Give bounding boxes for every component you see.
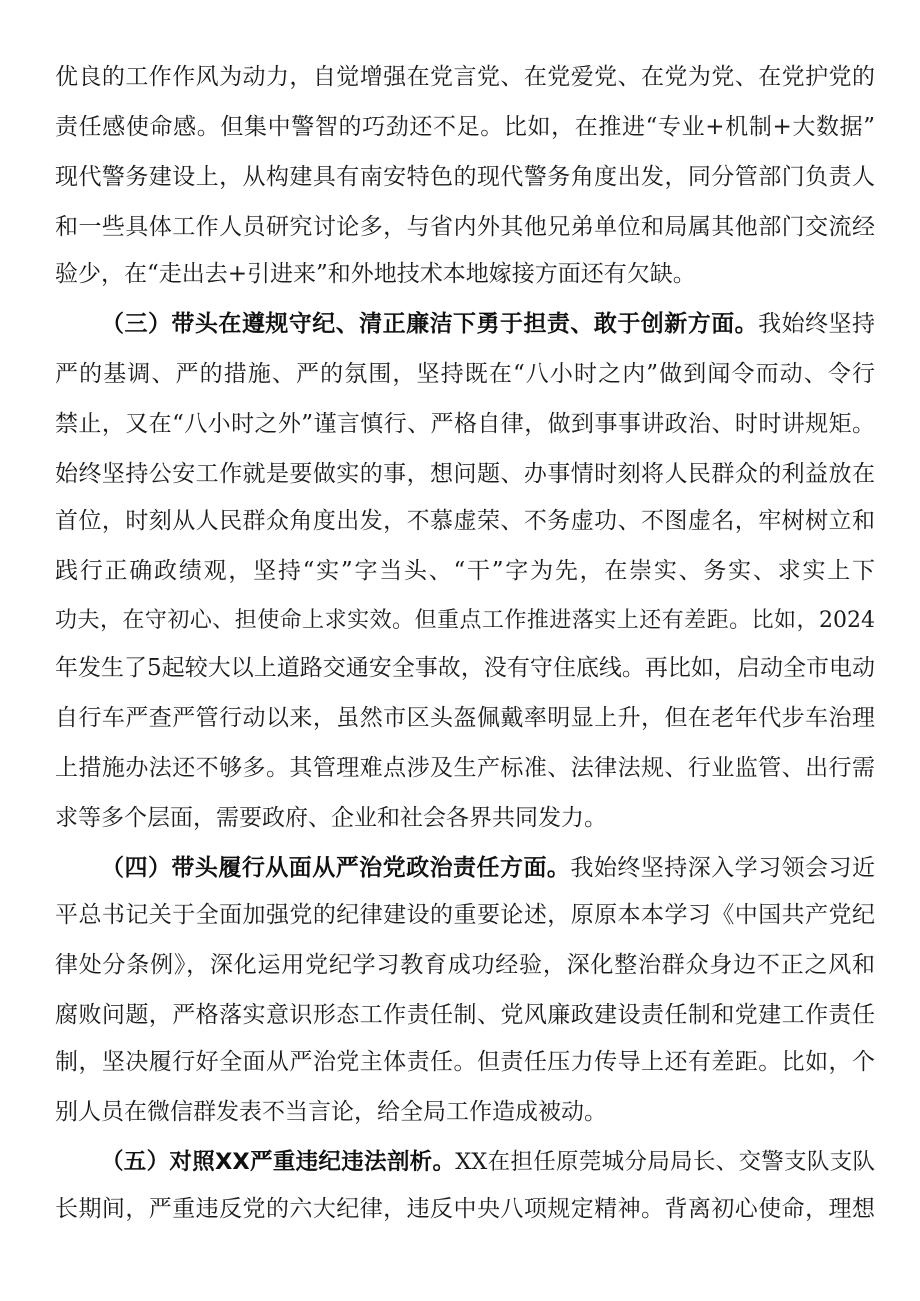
line-text: XX在担任原莞城分局局长、交警支队支队 [455, 1149, 875, 1175]
section-heading-5: （五）对照XX严重违纪违法剖析。 [101, 1149, 456, 1175]
line-text: 我始终坚持深入学习领会习近 [570, 855, 875, 881]
body-line [55, 895, 875, 935]
line-text: 首位，时刻从人民群众角度出发，不慕虚荣、不务虚功、不图虚名，牢树树立和 [55, 508, 875, 534]
body-line [55, 1092, 875, 1132]
body-line [55, 107, 875, 147]
body-line [55, 601, 875, 641]
section-heading-3: （三）带头在遵规守纪、清正廉洁下勇于担责、敢于创新方面。 [101, 311, 759, 337]
body-line [55, 354, 875, 394]
section-heading-line [101, 304, 875, 344]
line-text: 上措施办法还不够多。其管理难点涉及生产标准、法律法规、行业监管、出行需 [55, 755, 875, 781]
line-text: 自行车严查严管行动以来，虽然市区头盔佩戴率明显上升，但在老年代步车治理 [55, 705, 875, 731]
body-line [55, 798, 875, 838]
line-text: 我始终坚持 [758, 311, 875, 337]
body-line [55, 995, 875, 1035]
line-text: 功夫，在守初心、担使命上求实效。但重点工作推进落实上还有差距。比如，2024 [55, 608, 875, 633]
body-line [55, 404, 875, 444]
line-text: 腐败问题，严格落实意识形态工作责任制、党风廉政建设责任制和党建工作责任 [55, 1002, 875, 1028]
line-text: 律处分条例》，深化运用党纪学习教育成功经验，深化整治群众身边不正之风和 [55, 952, 875, 978]
line-text: 始终坚持公安工作就是要做实的事，想问题、办事情时刻将人民群众的利益放在 [55, 461, 875, 487]
body-line [55, 207, 875, 247]
body-line [55, 945, 875, 985]
line-text: 责任感使命感。但集中警智的巧劲还不足。比如，在推进“专业+机制+大数据” [55, 114, 875, 140]
body-line [55, 1042, 875, 1082]
section-heading-4: （四）带头履行从面从严治党政治责任方面。 [101, 855, 571, 881]
line-text: 严的基调、严的措施、严的氛围，坚持既在“八小时之内”做到闻令而动、令行 [55, 361, 875, 387]
body-line [55, 454, 875, 494]
body-line [55, 254, 875, 294]
line-text: 优良的工作作风为动力，自觉增强在党言党、在党爱党、在党为党、在党护党的 [55, 64, 875, 90]
section-heading-line [101, 1142, 875, 1182]
line-text: 践行正确政绩观，坚持“实”字当头、“干”字为先，在崇实、务实、求实上下 [55, 558, 875, 584]
line-text: 现代警务建设上，从构建具有南安特色的现代警务角度出发，同分管部门负责人 [55, 164, 875, 190]
line-text: 年发生了5起较大以上道路交通安全事故，没有守住底线。再比如，启动全市电动 [55, 655, 875, 681]
body-line [55, 501, 875, 541]
body-line [55, 748, 875, 788]
section-heading-line [101, 848, 875, 888]
line-text: 长期间，严重违反党的六大纪律，违反中央八项规定精神。背离初心使命，理想 [55, 1196, 875, 1222]
line-text: 验少，在“走出去+引进来”和外地技术本地嫁接方面还有欠缺。 [55, 261, 696, 287]
body-line [55, 1189, 875, 1229]
body-line [55, 157, 875, 197]
line-text: 制，坚决履行好全面从严治党主体责任。但责任压力传导上还有差距。比如，个 [55, 1049, 875, 1075]
line-text: 求等多个层面，需要政府、企业和社会各界共同发力。 [55, 805, 607, 831]
body-line [55, 551, 875, 591]
line-text: 禁止，又在“八小时之外”谨言慎行、严格自律，做到事事讲政治、时时讲规矩。 [55, 411, 875, 437]
body-line [55, 648, 875, 688]
line-text: 平总书记关于全面加强党的纪律建设的重要论述，原原本本学习《中国共产党纪 [55, 902, 875, 928]
line-text: 别人员在微信群发表不当言论，给全局工作造成被动。 [55, 1099, 607, 1125]
body-line [55, 698, 875, 738]
line-text: 和一些具体工作人员研究讨论多，与省内外其他兄弟单位和局属其他部门交流经 [55, 214, 875, 240]
body-line [55, 57, 875, 97]
